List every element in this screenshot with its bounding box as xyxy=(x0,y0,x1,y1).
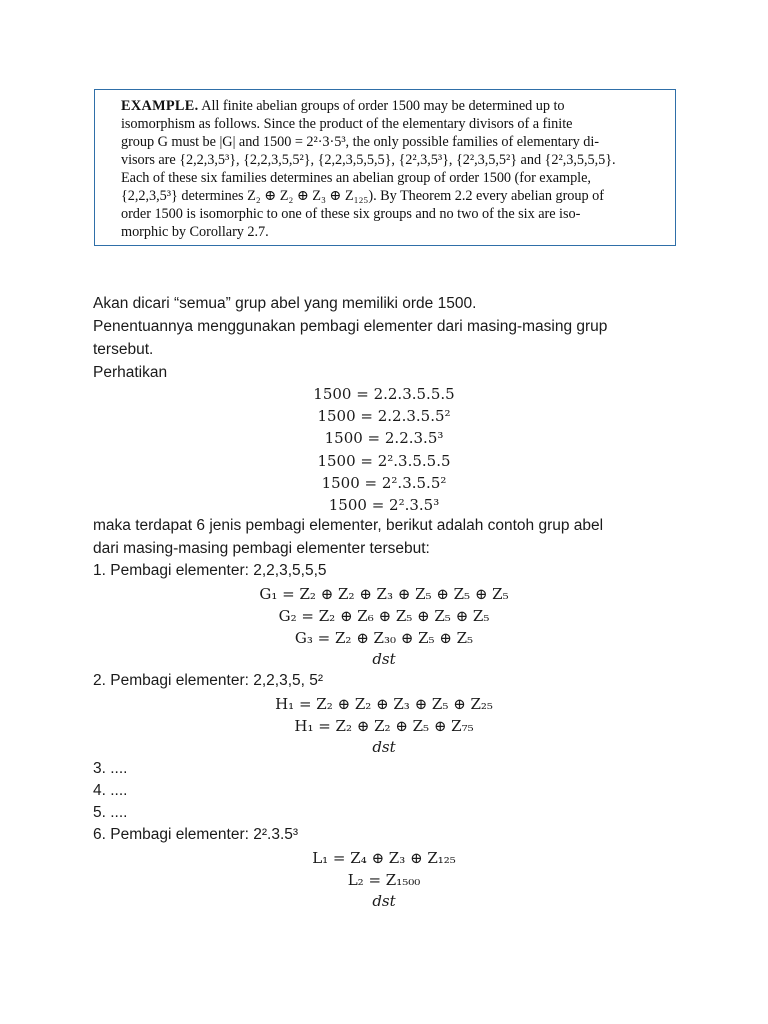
group-g2: G₂ = Z₂ ⊕ Z₆ ⊕ Z₅ ⊕ Z₅ ⊕ Z₅ xyxy=(278,607,490,625)
group-h1-a: H₁ = Z₂ ⊕ Z₂ ⊕ Z₃ ⊕ Z₅ ⊕ Z₂₅ xyxy=(275,695,493,713)
factorization-1: 1500 = 2.2.3.5.5.5 xyxy=(313,385,455,403)
example-line-5: Each of these six families determines an abelian group of order 1500 (for example, xyxy=(121,170,591,186)
intro-line-2: Penentuannya menggunakan pembagi elementer dari masing-masing grup xyxy=(93,318,608,335)
conclusion-line-1: maka terdapat 6 jenis pembagi elementer, berikut adalah contoh grup abel xyxy=(93,517,604,534)
group-l1: L₁ = Z₄ ⊕ Z₃ ⊕ Z₁₂₅ xyxy=(312,849,456,867)
section-1-etc: dst xyxy=(372,650,396,668)
intro-line-4: Perhatikan xyxy=(93,364,168,381)
example-line-2: isomorphism as follows. Since the product of the elementary divisors of a finite xyxy=(121,116,573,132)
factorization-2: 1500 = 2.2.3.5.5² xyxy=(317,407,451,425)
section-1-title: 1. Pembagi elementer: 2,2,3,5,5,5 xyxy=(93,562,327,579)
section-6-etc: dst xyxy=(372,892,396,910)
textbook-example-box xyxy=(94,89,676,246)
factorization-4: 1500 = 2².3.5.5.5 xyxy=(317,452,451,470)
intro-line-3: tersebut. xyxy=(93,341,154,358)
group-l2: L₂ = Z₁₅₀₀ xyxy=(347,871,421,889)
section-6-title: 6. Pembagi elementer: 2².3.5³ xyxy=(93,826,299,843)
example-line-6: {2,2,3,5³} determines Z₂ ⊕ Z₂ ⊕ Z₃ ⊕ Z₁₂₅). By Theorem 2.2 every abelian group of xyxy=(121,188,604,204)
group-g3: G₃ = Z₂ ⊕ Z₃₀ ⊕ Z₅ ⊕ Z₅ xyxy=(294,629,474,647)
example-heading: EXAMPLE. xyxy=(121,98,199,114)
group-g1: G₁ = Z₂ ⊕ Z₂ ⊕ Z₃ ⊕ Z₅ ⊕ Z₅ ⊕ Z₅ xyxy=(259,585,509,603)
intro-line-1: Akan dicari “semua” grup abel yang memiliki orde 1500. xyxy=(93,295,477,312)
example-line-1: EXAMPLE. All finite abelian groups of order 1500 may be determined up to xyxy=(121,98,565,114)
example-line-3: group G must be |G| and 1500 = 2²·3·5³, the only possible families of elementary di- xyxy=(121,134,599,150)
factorization-5: 1500 = 2².3.5.5² xyxy=(321,474,447,492)
factorization-3: 1500 = 2.2.3.5³ xyxy=(324,429,444,447)
example-line-7: order 1500 is isomorphic to one of these six groups and no two of the six are iso- xyxy=(121,206,581,222)
section-5-placeholder: 5. .... xyxy=(93,804,128,821)
section-3-placeholder: 3. .... xyxy=(93,760,128,777)
factorization-6: 1500 = 2².3.5³ xyxy=(328,496,440,514)
section-2-etc: dst xyxy=(372,738,396,756)
section-2-title: 2. Pembagi elementer: 2,2,3,5, 5² xyxy=(93,672,324,689)
conclusion-line-2: dari masing-masing pembagi elementer tersebut: xyxy=(93,540,430,557)
example-line-8: morphic by Corollary 2.7. xyxy=(121,224,269,240)
section-4-placeholder: 4. .... xyxy=(93,782,128,799)
example-line-4: visors are {2,2,3,5³}, {2,2,3,5,5²}, {2,2,3,5,5,5}, {2²,3,5³}, {2²,3,5,5²} and {2²,3,5,5,5}. xyxy=(121,152,616,168)
group-h1-b: H₁ = Z₂ ⊕ Z₂ ⊕ Z₅ ⊕ Z₇₅ xyxy=(294,717,474,735)
